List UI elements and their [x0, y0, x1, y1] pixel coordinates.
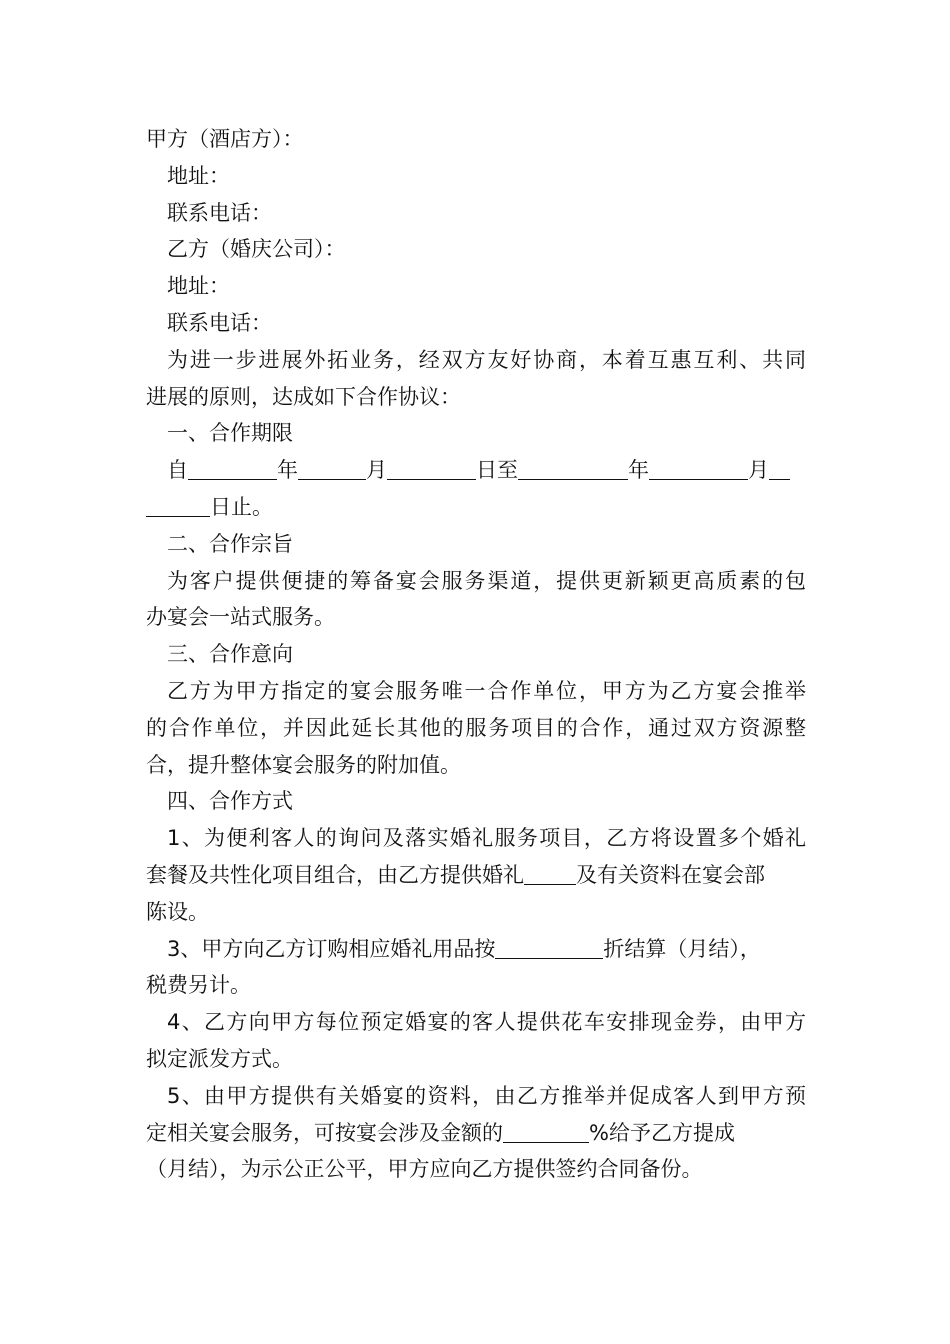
intent-line-2: 的合作单位，并因此延长其他的服务项目的合作，通过双方资源整	[146, 715, 806, 740]
term-day-to: 日至	[476, 458, 518, 483]
clause-1-blank	[524, 862, 576, 885]
clause-5-line-2	[146, 1115, 806, 1152]
term-day-end: 日止。	[210, 494, 273, 519]
clause-4-line-2: 拟定派发方式。	[146, 1046, 293, 1071]
section-1-heading: 一、合作期限	[167, 421, 293, 446]
clause-1-line-2	[146, 857, 806, 894]
term-month-2: 月	[748, 458, 769, 483]
clause-3-after: 折结算（月结），	[603, 936, 761, 961]
party-b-phone: 联系电话：	[167, 310, 272, 335]
intent-line-1: 乙方为甲方指定的宴会服务唯一合作单位，甲方为乙方宴会推举	[167, 678, 806, 703]
start-year-blank	[188, 457, 277, 480]
clause-3-before: 3、甲方向乙方订购相应婚礼用品按	[167, 936, 496, 961]
end-day-blank-part-2	[146, 494, 210, 517]
preamble-line-2: 进展的原则，达成如下合作协议：	[146, 384, 461, 409]
clause-5-after: %给予乙方提成	[589, 1120, 735, 1145]
term-line-1	[146, 452, 806, 489]
section-2-heading: 二、合作宗旨	[167, 531, 293, 556]
end-year-blank	[518, 457, 628, 480]
clause-3-discount-blank	[495, 936, 603, 959]
contract-body	[146, 121, 806, 1188]
term-month-1: 月	[366, 458, 387, 483]
party-a-phone: 联系电话：	[167, 200, 272, 225]
end-month-blank	[649, 457, 748, 480]
section-4-heading: 四、合作方式	[167, 789, 293, 814]
clause-3-line-1	[146, 931, 806, 968]
start-day-blank	[387, 457, 476, 480]
term-line-2	[146, 489, 806, 526]
preamble-line-1: 为进一步进展外拓业务，经双方友好协商，本着互惠互利、共同	[167, 347, 806, 372]
clause-1-line-3: 陈设。	[146, 899, 209, 924]
start-month-blank	[298, 457, 366, 480]
clause-3-line-2: 税费另计。	[146, 973, 251, 998]
clause-5-line-1: 5、由甲方提供有关婚宴的资料，由乙方推举并促成客人到甲方预	[167, 1083, 806, 1108]
clause-5-line-3: （月结），为示公正公平，甲方应向乙方提供签约合同备份。	[146, 1157, 703, 1182]
section-3-heading: 三、合作意向	[167, 642, 293, 667]
clause-1-after: 及有关资料在宴会部	[576, 862, 765, 887]
party-b-heading: 乙方（婚庆公司）：	[167, 237, 346, 262]
clause-4-line-1: 4、乙方向甲方每位预定婚宴的客人提供花车安排现金券，由甲方	[167, 1010, 806, 1035]
clause-1-line-1: 1、为便利客人的询问及落实婚礼服务项目，乙方将设置多个婚礼	[167, 826, 806, 851]
clause-5-percent-blank	[503, 1120, 589, 1143]
party-a-heading: 甲方（酒店方）：	[146, 127, 304, 151]
purpose-line-1: 为客户提供便捷的筹备宴会服务渠道，提供更新颖更高质素的包	[167, 568, 806, 593]
purpose-line-2: 办宴会一站式服务。	[146, 605, 335, 630]
term-from: 自	[167, 458, 188, 483]
party-a-address: 地址：	[167, 163, 230, 188]
term-year-1: 年	[277, 458, 298, 483]
end-day-blank-part-1	[769, 457, 790, 480]
intent-line-3: 合，提升整体宴会服务的附加值。	[146, 752, 461, 777]
term-year-2: 年	[628, 458, 649, 483]
party-b-address: 地址：	[167, 274, 230, 299]
clause-1-before: 套餐及共性化项目组合，由乙方提供婚礼	[146, 862, 524, 887]
clause-5-before: 定相关宴会服务，可按宴会涉及金额的	[146, 1120, 503, 1145]
